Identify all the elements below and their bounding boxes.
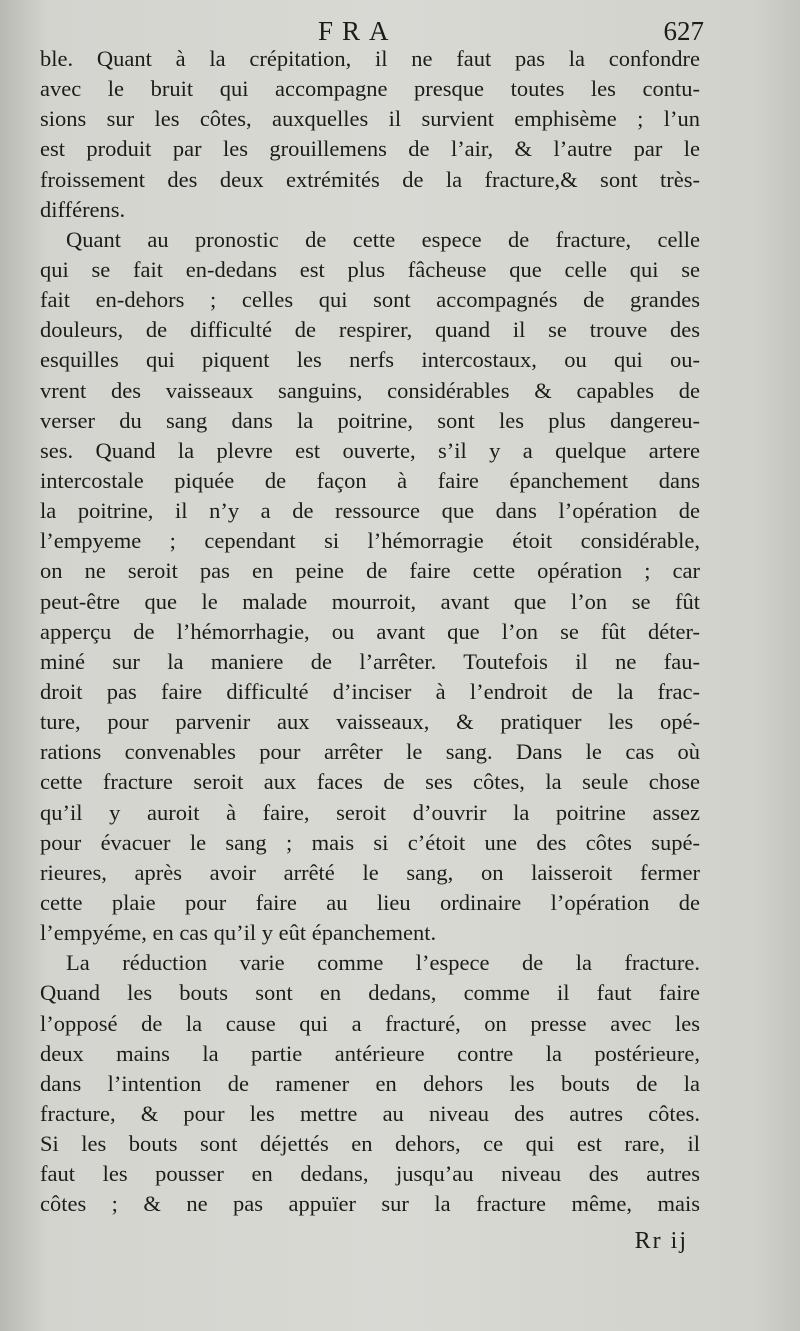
text-line: faut les pousser en dedans, jusqu’au niveau des autres (40, 1161, 700, 1187)
text-line: ble. Quant à la crépitation, il ne faut pas la confondre (40, 46, 700, 71)
text-line: Quand les bouts sont en dedans, comme il faut faire (40, 980, 700, 1006)
text-line: froissement des deux extrémités de la fracture,& sont très- (40, 166, 700, 192)
text-line: Quant au pronostic de cette espece de fracture, celle (66, 226, 700, 252)
text-line: droit pas faire difficulté d’inciser à l’endroit de la frac- (40, 678, 700, 704)
text-line: ses. Quand la plevre est ouverte, s’il y a quelque artere (40, 437, 700, 463)
text-line: qui se fait en-dedans est plus fâcheuse que celle qui se (40, 256, 700, 282)
text-line: Si les bouts sont déjettés en dehors, ce qui est rare, il (40, 1131, 700, 1157)
text-line: fait en-dehors ; celles qui sont accompagnés de grandes (40, 287, 700, 313)
text-line: esquilles qui piquent les nerfs intercostaux, ou qui ou- (40, 347, 700, 373)
text-line: l’opposé de la cause qui a fracturé, on presse avec les (40, 1010, 700, 1036)
text-line: pour évacuer le sang ; mais si c’étoit une des côtes supé- (40, 829, 700, 855)
text-line: vrent des vaisseaux sanguins, considérables & capables de (40, 377, 700, 403)
text-line: deux mains la partie antérieure contre la postérieure, (40, 1040, 700, 1066)
text-line: dans l’intention de ramener en dehors les bouts de la (40, 1070, 700, 1096)
running-head: FRA (318, 16, 398, 46)
text-line: l’empyeme ; cependant si l’hémorragie étoit considérable, (40, 528, 700, 554)
text-line: avec le bruit qui accompagne presque toutes les contu- (40, 76, 700, 102)
text-line: ture, pour parvenir aux vaisseaux, & pratiquer les opé- (40, 709, 700, 735)
text-line: est produit par les grouillemens de l’air, & l’autre par le (40, 136, 700, 162)
text-line: peut-être que le malade mourroit, avant que l’on se fût (40, 588, 700, 614)
text-line: verser du sang dans la poitrine, sont les plus dangereu- (40, 407, 700, 433)
text-line: rations convenables pour arrêter le sang. Dans le cas où (40, 739, 700, 765)
text-line: côtes ; & ne pas appuïer sur la fracture même, mais (40, 1191, 700, 1217)
text-line: différens. (40, 196, 126, 222)
text-line: apperçu de l’hémorrhagie, ou avant que l’on se fût déter- (40, 618, 700, 644)
page-number: 627 (663, 16, 704, 46)
text-line: cette fracture seroit aux faces de ses côtes, la seule chose (40, 769, 700, 795)
text-line: rieures, après avoir arrêté le sang, on laisseroit fermer (40, 859, 700, 885)
text-line: l’empyéme, en cas qu’il y eût épanchement. (40, 920, 437, 946)
text-line: La réduction varie comme l’espece de la fracture. (66, 950, 700, 976)
text-line: sions sur les côtes, auxquelles il survient emphisème ; l’un (40, 106, 700, 132)
text-line: la poitrine, il n’y a de ressource que dans l’opération de (40, 498, 700, 524)
text-line: cette plaie pour faire au lieu ordinaire l’opération de (40, 889, 700, 915)
text-line: fracture, & pour les mettre au niveau des autres côtes. (40, 1100, 700, 1126)
body-text (40, 44, 700, 1219)
text-line: miné sur la maniere de l’arrêter. Toutefois il ne fau- (40, 648, 700, 674)
text-line: on ne seroit pas en peine de faire cette opération ; car (40, 558, 700, 584)
text-line: intercostale piquée de façon à faire épanchement dans (40, 467, 700, 493)
text-line: qu’il y auroit à faire, seroit d’ouvrir la poitrine assez (40, 799, 700, 825)
text-line: douleurs, de difficulté de respirer, quand il se trouve des (40, 317, 700, 343)
signature-mark: Rr ij (634, 1228, 688, 1254)
